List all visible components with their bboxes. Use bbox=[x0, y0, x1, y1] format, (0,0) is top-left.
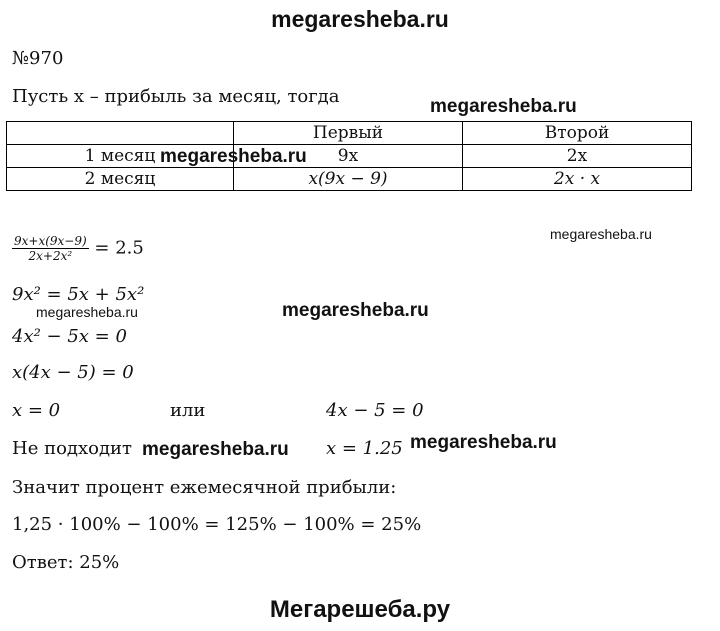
root-2: x = 1.25 bbox=[326, 438, 403, 459]
table-header-row bbox=[7, 122, 692, 145]
table-row bbox=[7, 145, 692, 168]
fraction bbox=[12, 234, 89, 263]
table-row bbox=[7, 168, 692, 191]
site-title: megaresheba.ru bbox=[271, 6, 449, 32]
problem-intro: Пусть x – прибыль за месяц, тогда bbox=[12, 86, 340, 107]
watermark: megaresheba.ru bbox=[430, 96, 577, 117]
fraction-denominator: 2x+2x² bbox=[28, 249, 73, 263]
watermark: megaresheba.ru bbox=[142, 439, 289, 460]
table-cell: 2x · x bbox=[463, 168, 692, 191]
problem-number: №970 bbox=[12, 48, 64, 69]
table-cell: x(9x − 9) bbox=[234, 168, 463, 191]
watermark: megaresheba.ru bbox=[160, 146, 307, 167]
watermark: megaresheba.ru bbox=[550, 226, 652, 242]
table-cell: 2 месяц bbox=[7, 168, 234, 191]
table-cell: 9x bbox=[234, 145, 463, 168]
watermark: megaresheba.ru bbox=[410, 432, 557, 453]
reject-text: Не подходит bbox=[12, 438, 133, 459]
equation-4: x(4x − 5) = 0 bbox=[12, 362, 134, 383]
root-1: x = 0 bbox=[12, 400, 61, 421]
equation-5: 4x − 5 = 0 bbox=[326, 400, 424, 421]
table-cell: 2x bbox=[463, 145, 692, 168]
fraction-numerator: 9x+x(9x−9) bbox=[14, 234, 87, 248]
table-cell: 1 месяц bbox=[7, 145, 234, 168]
watermark: megaresheba.ru bbox=[36, 304, 138, 320]
equation-2: 9x² = 5x + 5x² bbox=[12, 284, 145, 305]
data-table bbox=[6, 121, 692, 191]
equation-fraction bbox=[12, 234, 144, 263]
table-header-cell: Второй bbox=[463, 122, 692, 145]
or-word: или bbox=[170, 400, 206, 421]
conclusion-text: Значит процент ежемесячной прибыли: bbox=[12, 477, 397, 498]
watermark: megaresheba.ru bbox=[282, 300, 429, 321]
calculation: 1,25 · 100% − 100% = 125% − 100% = 25% bbox=[12, 514, 422, 535]
table-header-cell: Первый bbox=[234, 122, 463, 145]
equation-3: 4x² − 5x = 0 bbox=[12, 326, 127, 347]
table-header-cell bbox=[7, 122, 234, 145]
footer-title: Мегарешеба.ру bbox=[269, 596, 451, 623]
answer: Ответ: 25% bbox=[12, 552, 120, 573]
equation-rhs: = 2.5 bbox=[94, 237, 144, 259]
